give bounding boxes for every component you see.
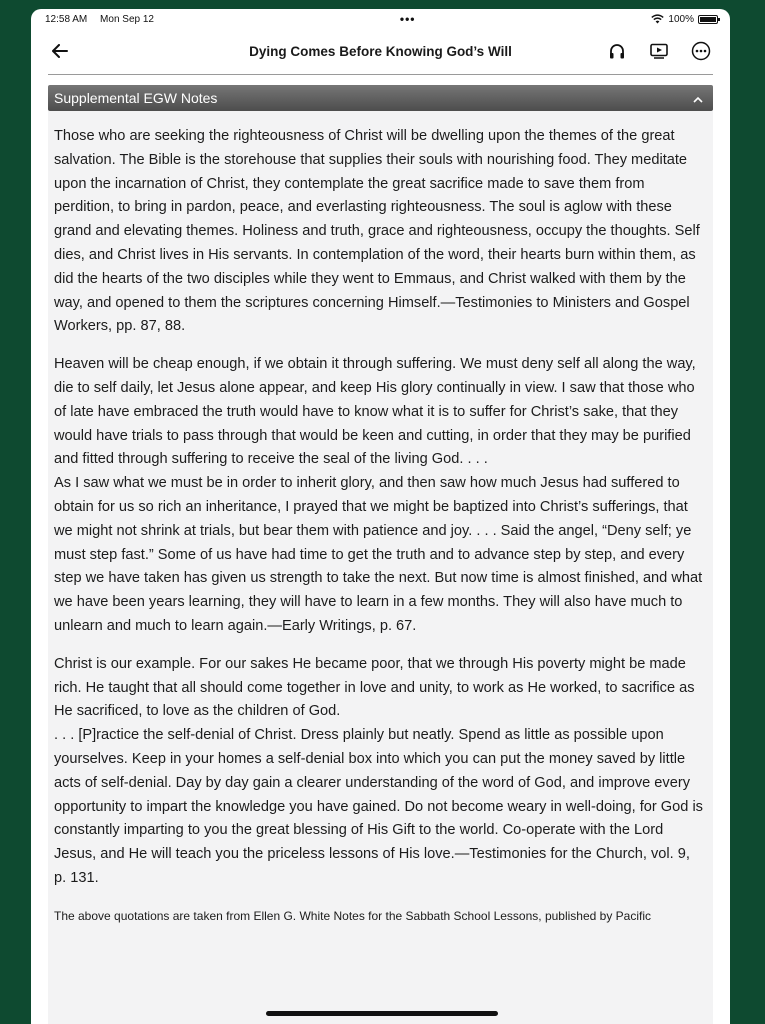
page-title: Dying Comes Before Knowing God’s Will (249, 44, 512, 59)
chevron-up-icon[interactable] (693, 90, 703, 106)
paragraph: Those who are seeking the righteousness of Christ will be dwelling upon the themes of the great salvation. The Bible is the storehouse that supplies their souls with nourishing food. They meditate upon the incarnation of Christ, they contemplate the great sacrifice made to save them from perdition, to bring in pardon, peace, and everlasting righteousness. The soul is aglow with these grand and elevating themes. Holiness and truth, grace and righteousness, occupy the thoughts. Self dies, and Christ lives in His servants. In contemplation of the word, their hearts burn within them, as did the hearts of the two disciples while they went to Emmaus, and Christ walked with them by the way, and opened to them the scriptures concerning Himself.—Testimonies to Ministers and Gospel Workers, pp. 87, 88. (54, 128, 700, 335)
supplemental-notes-header[interactable] (48, 85, 713, 111)
paragraph: Christ is our example. For our sakes He became poor, that we through His poverty might be made rich. He taught that all should come together in love and unity, to work as He worked, to sacrifice as He sacrificed, to love as the children of God. (54, 655, 695, 720)
paragraph: As I saw what we must be in order to inherit glory, and then saw how much Jesus had suffered to obtain for us so rich an inheritance, I prayed that we might be baptized into Christ’s sufferings, that we might not shrink at trials, but bear them with patience and joy. . . . Said the angel, “Deny self; ye must step fast.” Some of us have had time to get the truth and to advance step by step, and every step we have taken has given us strength to take the next. But now time is almost finished, and what we have been years learning, they will have to learn in a few months. They will also have much to unlearn and much to learn again.—Early Writings, p. 67. (54, 475, 703, 634)
back-arrow-icon[interactable] (48, 39, 72, 63)
wifi-icon (651, 14, 664, 24)
multitasking-dots[interactable]: ••• (399, 12, 416, 26)
headphones-icon[interactable] (605, 39, 629, 63)
battery-icon (698, 15, 718, 24)
notes-content (48, 111, 713, 1024)
more-icon[interactable] (689, 39, 713, 63)
source-note: The above quotations are taken from Ellen G. White Notes for the Sabbath School Lessons, published by Pacific (54, 908, 652, 923)
paragraph: Heaven will be cheap enough, if we obtain it through suffering. We must deny self all along the way, die to self daily, let Jesus alone appear, and keep His glory continually in view. I saw that those who of late have embraced the truth would have to know what it is to suffer for Christ’s sake, that they would have trials to pass through that would be keen and cutting, in order that they may be purified and fitted through suffering to receive the seal of the living God. . . . (54, 356, 696, 468)
section-title: Supplemental EGW Notes (54, 90, 218, 106)
status-date: Mon Sep 12 (100, 13, 154, 25)
video-icon[interactable] (647, 39, 671, 63)
home-indicator[interactable] (266, 1011, 498, 1016)
battery-percent: 100% (668, 13, 694, 25)
navigation-bar (48, 29, 713, 75)
paragraph: . . . [P]ractice the self-denial of Christ. Dress plainly but neatly. Spend as little as possible upon yourselves. Keep in your homes a self-denial box into which you can put the money saved by little acts of self-denial. Day by day gain a clearer understanding of the word of God, and improve every opportunity to impart the knowledge you have gained. Do not become weary in well-doing, for God is constantly imparting to you the great blessing of His Gift to the world. Co-operate with the Lord Jesus, and He will teach you the priceless lessons of His love.—Testimonies for the Church, vol. 9, p. 131. (54, 727, 703, 886)
status-time: 12:58 AM (45, 13, 88, 25)
app-window (31, 9, 730, 1024)
status-bar (31, 9, 730, 29)
